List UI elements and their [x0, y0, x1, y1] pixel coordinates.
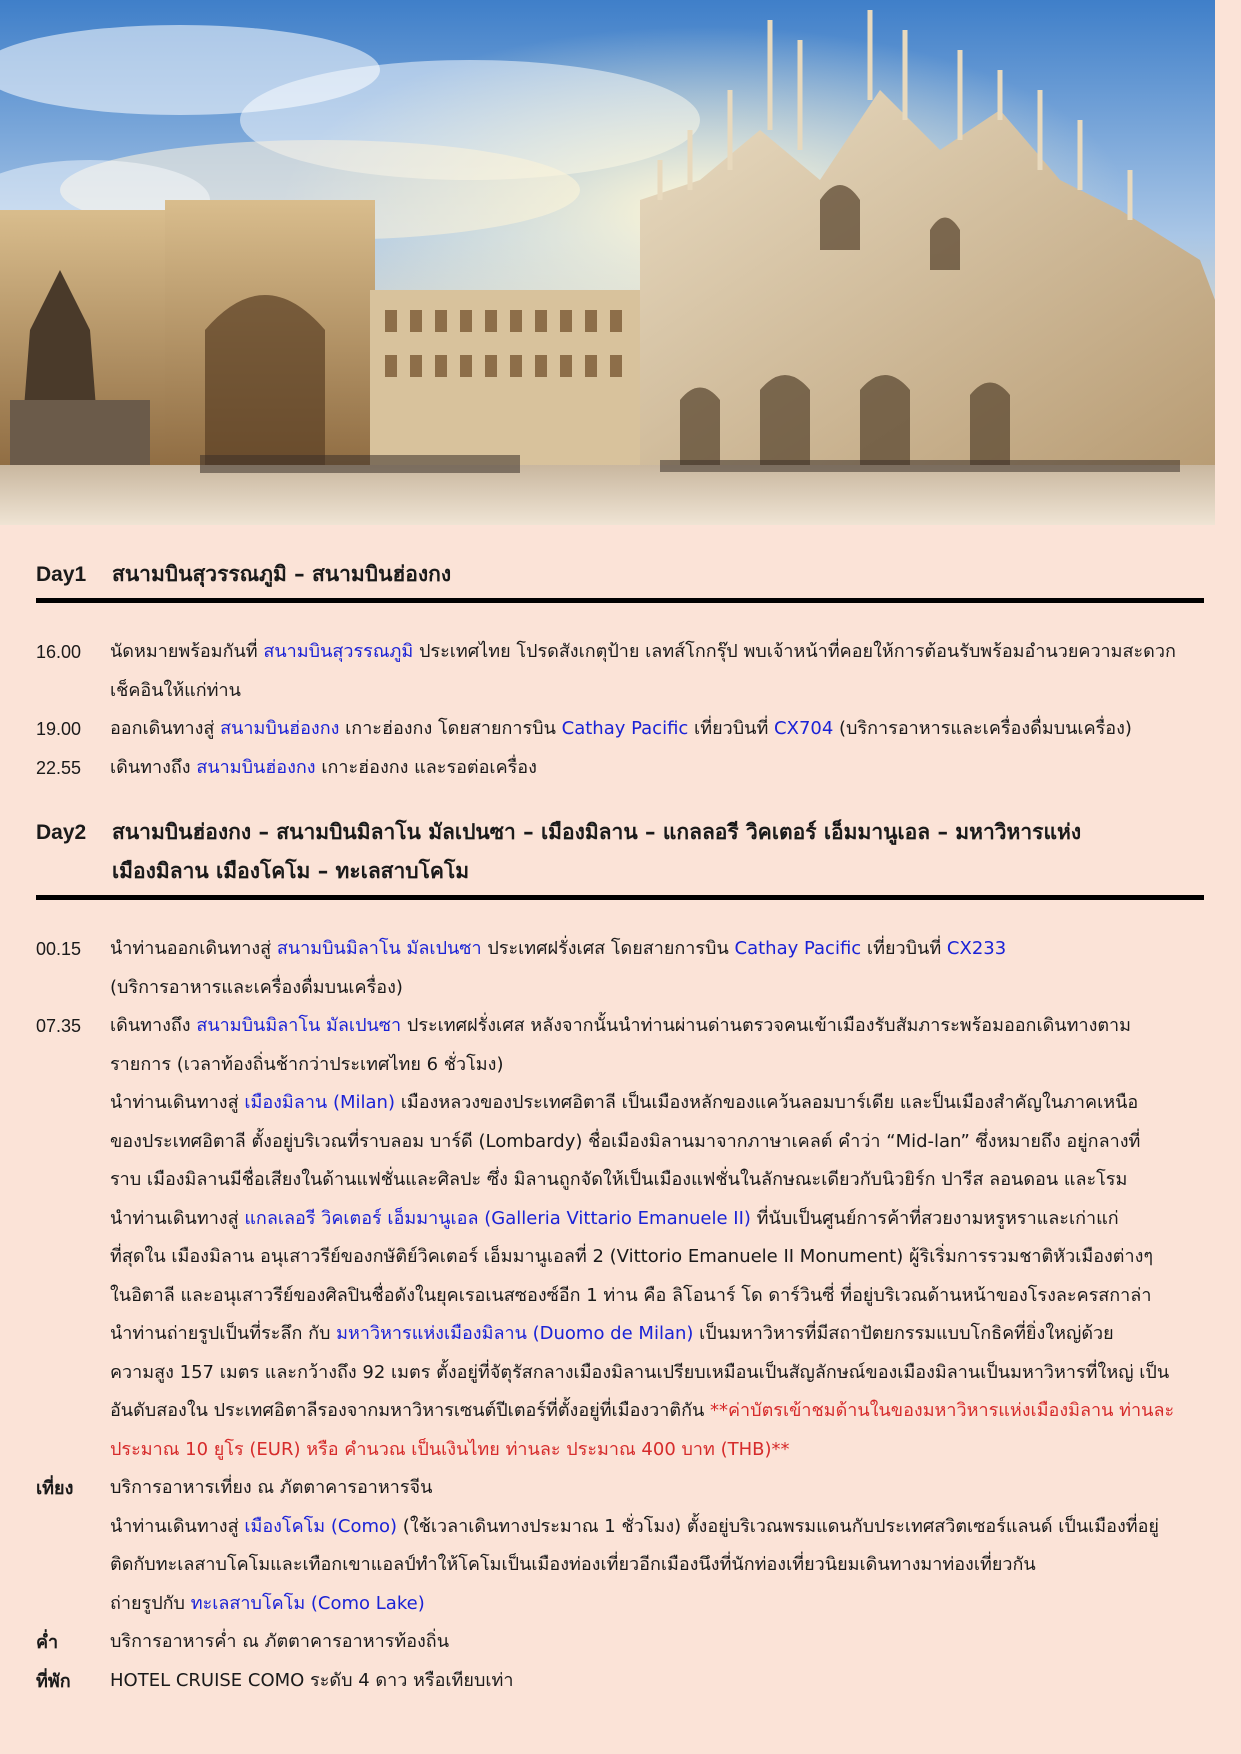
day2-title-line: เมืองมิลาน เมืองโคโม – ทะเลสาบโคโม	[112, 859, 470, 883]
schedule-time	[36, 1315, 110, 1354]
schedule-time	[36, 1200, 110, 1239]
text-segment: เกาะฮ่องกง และรอต่อเครื่อง	[315, 756, 537, 778]
text-segment: เมืองหลวงของประเทศอิตาลี เป็นเมืองหลักของแคว้นลอมบาร์เดีย และป็นเมืองสำคัญในภาคเหนือ	[394, 1092, 1139, 1113]
day1-divider	[36, 598, 1204, 603]
text-segment: รายการ (เวลาท้องถิ่นช้ากว่าประเทศไทย 6 ชั่วโมง)	[110, 1053, 504, 1075]
schedule-row	[36, 1662, 1206, 1701]
text-segment: เป็นมหาวิหารที่มีสถาปัตยกรรมแบบโกธิคที่ยิ่งใหญ่ด้วย	[693, 1323, 1114, 1344]
highlighted-place: เมืองมิลาน (Milan)	[244, 1092, 395, 1113]
text-segment: ความสูง 157 เมตร และกว้างถึง 92 เมตร ตั้งอยู่ที่จัตุรัสกลางเมืองมิลานเปรียบเหมือนเป็นสัญลักษณ์ของเมืองมิลานเป็นมหาวิหารที่ใหญ่ เป็น	[110, 1361, 1170, 1383]
text-segment: ประเทศไทย โปรดสังเกตุป้าย เลทส์โกกรุ๊ป พบเจ้าหน้าที่คอยให้การต้อนรับพร้อมอำนวยความสะดวก	[413, 641, 1176, 662]
schedule-text	[110, 1623, 1206, 1662]
text-segment: ราบ เมืองมิลานมีชื่อเสียงในด้านแฟชั่นและศิลปะ ซึ่ง มิลานถูกจัดให้เป็นเมืองแฟชั่นในลักษณะเดียวกับนิวยิร์ก ปารีส ลอนดอน และโรม	[110, 1169, 1128, 1190]
schedule-row	[36, 1392, 1206, 1431]
schedule-time	[36, 672, 110, 711]
schedule-text	[110, 1546, 1206, 1585]
hero-image-milan	[0, 0, 1215, 525]
schedule-row	[36, 969, 1206, 1008]
highlighted-place: Cathay Pacific	[561, 718, 689, 739]
schedule-time	[36, 1161, 110, 1200]
fee-notice: ประมาณ 10 ยูโร (EUR) หรือ คำนวณ เป็นเงินไทย ท่านละ ประมาณ 400 บาท (THB)**	[110, 1438, 790, 1460]
schedule-text	[110, 930, 1206, 969]
schedule-text	[110, 1392, 1206, 1431]
schedule-row	[36, 672, 1206, 711]
schedule-time: 00.15	[36, 939, 82, 959]
highlighted-place: CX233	[946, 938, 1007, 959]
schedule-row	[36, 1623, 1206, 1662]
schedule-row	[36, 633, 1206, 672]
schedule-time	[36, 1585, 110, 1624]
day1-schedule	[36, 633, 1206, 787]
schedule-row	[36, 749, 1206, 788]
schedule-text	[110, 1469, 1206, 1508]
schedule-text	[110, 633, 1206, 672]
schedule-row	[36, 1277, 1206, 1316]
schedule-text	[110, 1354, 1206, 1393]
highlighted-place: สนามบินสุวรรณภูมิ	[263, 641, 414, 662]
text-segment: ที่สุดใน เมืองมิลาน อนุเสาวรีย์ของกษัติย์วิคเตอร์ เอ็มมานูเอลที่ 2 (Vittorio Emanuele II Monument) ผู้ริเริ่มการรวมชาติหัวเมืองต่างๆ	[110, 1246, 1154, 1267]
schedule-row	[36, 1161, 1206, 1200]
schedule-time	[36, 969, 110, 1008]
schedule-text	[110, 1200, 1206, 1239]
schedule-row	[36, 1546, 1206, 1585]
text-segment: บริการอาหารเที่ยง ณ ภัตตาคารอาหารจีน	[110, 1477, 433, 1498]
highlighted-place: สนามบินฮ่องกง	[220, 718, 340, 739]
text-segment: เดินทางถึง	[110, 756, 197, 778]
schedule-text	[110, 1161, 1206, 1200]
text-segment: ประเทศฝรั่งเศส หลังจากนั้นนำท่านผ่านด่านตรวจคนเข้าเมืองรับสัมภาระพร้อมออกเดินทางตาม	[401, 1015, 1132, 1036]
text-segment: ติดกับทะเลสาบโคโมและเทือกเขาแอลป์ทำให้โคโมเป็นเมืองท่องเที่ยวอีกเมืองนึงที่นักท่องเที่ยวนิยมเดินทางมาท่องเที่ยวกัน	[110, 1554, 1036, 1575]
schedule-row	[36, 930, 1206, 969]
schedule-text	[110, 1315, 1206, 1354]
schedule-time	[36, 1431, 110, 1470]
text-segment: ของประเทศอิตาลี ตั้งอยู่บริเวณที่ราบลอม บาร์ดี (Lombardy) ชื่อเมืองมิลานมาจากภาษาเคลต์ คำว่า “Mid-lan” ซึ่งหมายถึง อยู่กลางที่	[110, 1130, 1141, 1152]
text-segment: เดินทางถึง	[110, 1015, 197, 1036]
text-segment: บริการอาหารค่ำ ณ ภัตตาคารอาหารท้องถิ่น	[110, 1631, 450, 1652]
schedule-row	[36, 1200, 1206, 1239]
day2-schedule	[36, 930, 1206, 1700]
schedule-row	[36, 1046, 1206, 1085]
schedule-text	[110, 672, 1206, 711]
schedule-row	[36, 710, 1206, 749]
schedule-text	[110, 1508, 1206, 1547]
text-segment: ประเทศฝรั่งเศส โดยสายการบิน	[481, 938, 735, 959]
schedule-time	[36, 1277, 110, 1316]
schedule-time	[36, 1354, 110, 1393]
schedule-text	[110, 1046, 1206, 1085]
day2-header	[36, 813, 1206, 891]
schedule-row	[36, 1238, 1206, 1277]
text-segment: นำท่านถ่ายรูปเป็นที่ระลึก กับ	[110, 1323, 337, 1344]
text-segment: อันดับสองใน ประเทศอิตาลีรองจากมหาวิหารเซนต์ปีเตอร์ที่ตั้งอยู่ที่เมืองวาติกัน	[110, 1400, 711, 1421]
text-segment: (บริการอาหารและเครื่องดื่มบนเครื่อง)	[833, 718, 1132, 739]
text-segment: เกาะฮ่องกง โดยสายการบิน	[339, 718, 562, 739]
schedule-time: ที่พัก	[36, 1670, 71, 1691]
day2-divider	[36, 895, 1204, 900]
schedule-time	[36, 1046, 110, 1085]
schedule-time	[36, 1238, 110, 1277]
schedule-time	[36, 1546, 110, 1585]
schedule-row	[36, 1123, 1206, 1162]
schedule-text	[110, 710, 1206, 749]
day1-header	[36, 555, 1206, 594]
schedule-time	[36, 1123, 110, 1162]
schedule-text	[110, 1084, 1206, 1123]
text-segment: ที่นับเป็นศูนย์การค้าที่สวยงามหรูหราและเก่าแก่	[750, 1207, 1119, 1229]
schedule-text	[110, 1007, 1206, 1046]
text-segment: ออกเดินทางสู่	[110, 718, 221, 739]
text-segment: นำท่านเดินทางสู่	[110, 1092, 245, 1113]
text-segment: เที่ยวบินที่	[861, 938, 947, 959]
day2-title	[112, 813, 1206, 891]
text-segment: HOTEL CRUISE COMO ระดับ 4 ดาว หรือเทียบเท่า	[110, 1669, 514, 1691]
schedule-time: 07.35	[36, 1016, 82, 1036]
highlighted-place: เมืองโคโม (Como)	[244, 1515, 398, 1537]
schedule-time	[36, 1508, 110, 1547]
day1-title: สนามบินสุวรรณภูมิ – สนามบินฮ่องกง	[112, 562, 452, 586]
schedule-text	[110, 1277, 1206, 1316]
schedule-row	[36, 1469, 1206, 1508]
fee-notice: **ค่าบัตรเข้าชมด้านในของมหาวิหารแห่งเมืองมิลาน ท่านละ	[710, 1400, 1175, 1421]
schedule-row	[36, 1354, 1206, 1393]
schedule-row	[36, 1007, 1206, 1046]
highlighted-place: สนามบินมิลาโน มัลเปนซา	[276, 938, 482, 959]
day2-title-line: สนามบินฮ่องกง – สนามบินมิลาโน มัลเปนซา – เมืองมิลาน – แกลลอรี วิคเตอร์ เอ็มมานูเอล – มหาวิหารแห่ง	[112, 820, 1082, 844]
schedule-text	[110, 1123, 1206, 1162]
highlighted-place: CX704	[774, 718, 834, 739]
text-segment: (ใช้เวลาเดินทางประมาณ 1 ชั่วโมง) ตั้งอยู่บริเวณพรมแดนกับประเทศสวิตเซอร์แลนด์ เป็นเมืองที่อยู่	[397, 1515, 1159, 1537]
highlighted-place: แกลเลอรี วิคเตอร์ เอ็มมานูเอล (Galleria Vittario Emanuele II)	[244, 1207, 751, 1229]
schedule-time	[36, 1392, 110, 1431]
schedule-text	[110, 969, 1206, 1008]
schedule-time: ค่ำ	[36, 1632, 59, 1652]
schedule-text	[110, 1238, 1206, 1277]
text-segment: นำท่านเดินทางสู่	[110, 1207, 245, 1229]
text-segment: นำท่านออกเดินทางสู่	[110, 938, 277, 959]
milan-cathedral-photo	[0, 0, 1215, 525]
text-segment: นัดหมายพร้อมกันที่	[110, 641, 264, 662]
highlighted-place: สนามบินมิลาโน มัลเปนซา	[196, 1015, 402, 1036]
schedule-text	[110, 1662, 1206, 1701]
schedule-row	[36, 1084, 1206, 1123]
text-segment: เที่ยวบินที่	[688, 718, 775, 739]
highlighted-place: มหาวิหารแห่งเมืองมิลาน (Duomo de Milan)	[336, 1323, 694, 1344]
schedule-time: 16.00	[36, 642, 82, 662]
schedule-time: 19.00	[36, 719, 82, 739]
highlighted-place: สนามบินฮ่องกง	[196, 756, 316, 778]
schedule-row	[36, 1315, 1206, 1354]
text-segment: ถ่ายรูปกับ	[110, 1592, 191, 1614]
itinerary	[36, 555, 1206, 1700]
schedule-text	[110, 1431, 1206, 1470]
schedule-time: เที่ยง	[36, 1478, 74, 1498]
text-segment: (บริการอาหารและเครื่องดื่มบนเครื่อง)	[110, 976, 403, 998]
highlighted-place: Cathay Pacific	[734, 938, 862, 959]
schedule-row	[36, 1508, 1206, 1547]
schedule-text	[110, 1585, 1206, 1624]
text-segment: นำท่านเดินทางสู่	[110, 1515, 245, 1537]
schedule-time	[36, 1084, 110, 1123]
text-segment: ในอิตาลี และอนุเสาวรีย์ของศิลปินชื่อดังในยุคเรอเนสซองซ์อีก 1 ท่าน คือ ลิโอนาร์ โด ดาร์วินซี่ ที่อยู่บริเวณด้านหน้าของโรงละครสกาล่า	[110, 1284, 1152, 1306]
schedule-text	[110, 749, 1206, 788]
day1-label: Day1	[36, 563, 87, 586]
schedule-row	[36, 1431, 1206, 1470]
day2-label: Day2	[36, 821, 87, 844]
text-segment: เช็คอินให้แก่ท่าน	[110, 679, 241, 701]
highlighted-place: ทะเลสาบโคโม (Como Lake)	[190, 1592, 425, 1614]
schedule-row	[36, 1585, 1206, 1624]
schedule-time: 22.55	[36, 757, 82, 778]
